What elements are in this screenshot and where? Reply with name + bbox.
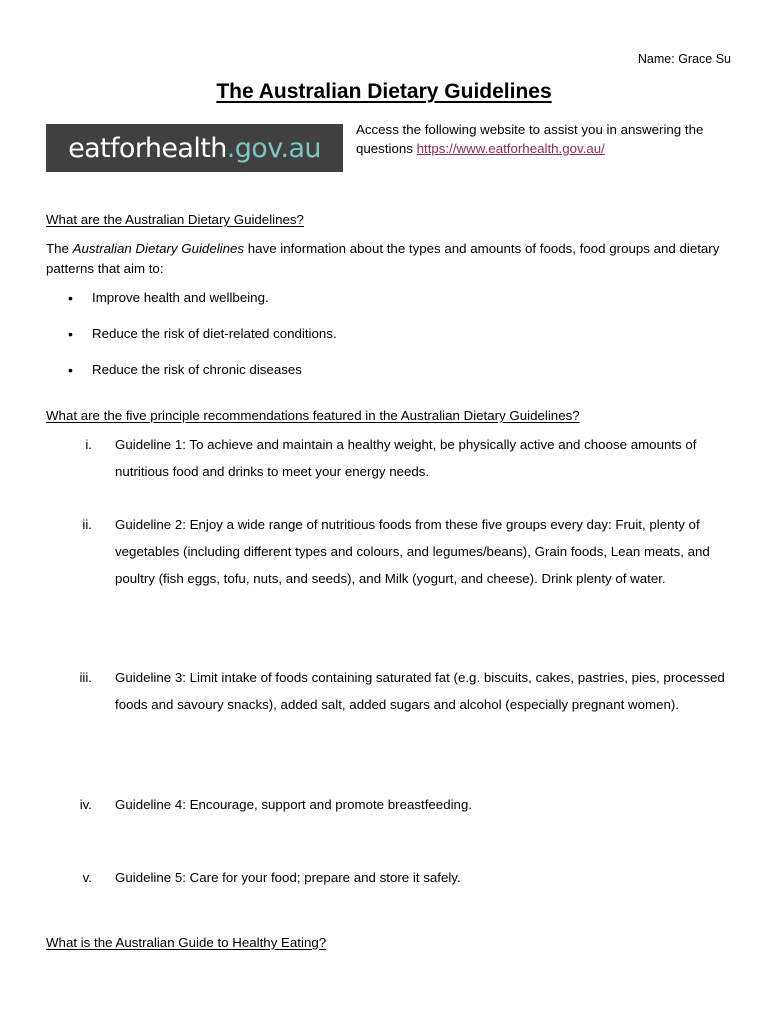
list-item: • Reduce the risk of diet-related conditions. <box>68 325 337 361</box>
guideline-text: Guideline 5: Care for your food; prepare and store it safely. <box>115 870 461 885</box>
question-dietary-guidelines: What are the Australian Dietary Guidelines? <box>46 212 304 227</box>
aims-list <box>68 289 337 397</box>
page-title: The Australian Dietary Guidelines <box>216 80 552 103</box>
website-link[interactable]: https://www.eatforhealth.gov.au/ <box>416 141 605 156</box>
student-name: Name: Grace Su <box>637 52 731 66</box>
guideline-text: Guideline 2: Enjoy a wide range of nutritious foods from these five groups every day: Fruit, plenty of vegetables (including different types and colours, and legumes/beans), Grain foods, Lean meats, and poultry (fish eggs, tofu, nuts, and seeds), and Milk (yogurt, and cheese). Drink plenty of water. <box>115 517 710 586</box>
question-healthy-eating-guide: What is the Australian Guide to Healthy Eating? <box>46 935 327 950</box>
guideline-number: v. <box>82 870 92 885</box>
list-item: • Reduce the risk of chronic diseases <box>68 361 337 397</box>
intro-italic: Australian Dietary Guidelines <box>72 241 245 256</box>
logo-domain: .gov.au <box>226 132 321 164</box>
guideline-number: iii. <box>79 670 92 685</box>
access-instructions <box>356 120 736 158</box>
guideline-item <box>46 511 736 592</box>
guideline-item <box>46 431 736 485</box>
eatforhealth-logo <box>46 124 343 172</box>
guideline-text: Guideline 4: Encourage, support and promote breastfeeding. <box>115 797 473 812</box>
intro-suffix: have information about the types and amounts of foods, food groups and dietary patterns that aim to: <box>46 241 720 276</box>
list-item: • Improve health and wellbeing. <box>68 289 337 325</box>
question-five-recommendations: What are the five principle recommendations featured in the Australian Dietary Guidelines? <box>46 408 580 423</box>
logo-main: eatforhealth <box>68 132 227 164</box>
guideline-item <box>46 791 736 818</box>
intro-paragraph <box>46 239 736 278</box>
intro-prefix: The <box>46 241 73 256</box>
guideline-item <box>46 864 736 891</box>
guideline-number: ii. <box>82 517 92 532</box>
guideline-item <box>46 664 736 718</box>
guideline-text: Guideline 3: Limit intake of foods containing saturated fat (e.g. biscuits, cakes, pastries, pies, processed foods and savoury snacks), added salt, added sugars and alcohol (especially pregnant women). <box>115 670 725 712</box>
guideline-number: iv. <box>79 797 92 812</box>
access-text: Access the following website to assist you in answering the questions <box>356 122 704 156</box>
guideline-number: i. <box>85 437 92 452</box>
guideline-text: Guideline 1: To achieve and maintain a healthy weight, be physically active and choose amounts of nutritious food and drinks to meet your energy needs. <box>115 437 697 479</box>
logo-text <box>68 133 321 164</box>
